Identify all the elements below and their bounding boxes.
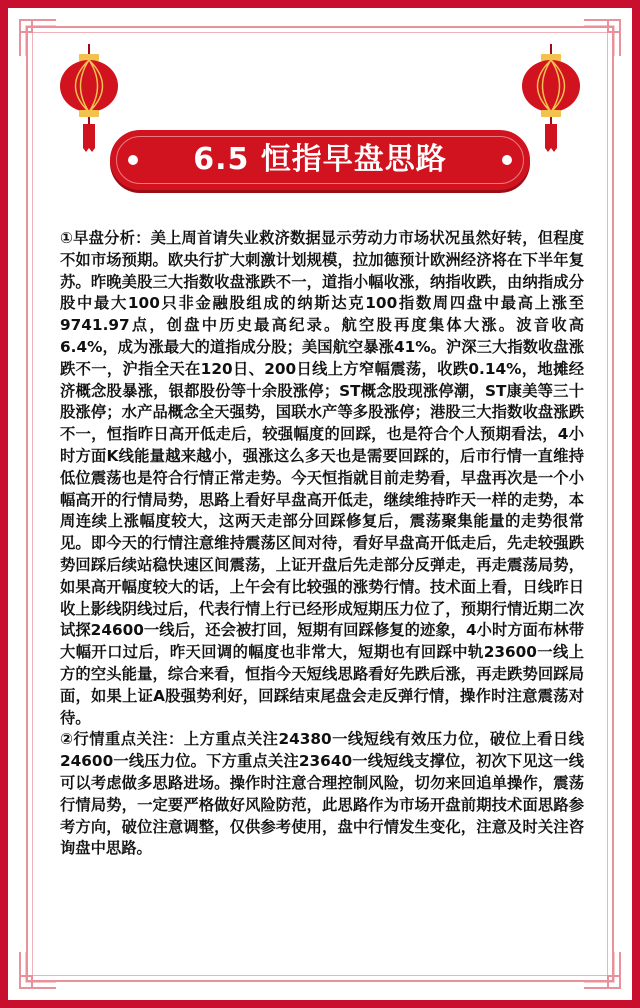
page-title: 6.5 恒指早盘思路 [193, 142, 447, 177]
title-banner [110, 130, 530, 190]
article-body [60, 228, 584, 860]
corner-ornament-icon [18, 18, 58, 58]
paragraph-key-levels: ②行情重点关注：上方重点关注24380一线短线有效压力位，破位上看日线24600一线压力位。下方重点关注23640一线短线支撑位，初次下见这一线可以考虑做多思路进场。操作时注意合理控制风险，切勿来回追单操作，震荡行情局势，一定要严格做好风险防范，此思路作为市场开盘前期技术面思路参考方向，破位注意调整，仅供参考使用，盘中行情发生变化，注意及时关注咨询盘中思路。 [60, 730, 584, 858]
corner-ornament-icon [18, 950, 58, 990]
corner-ornament-icon [582, 950, 622, 990]
paragraph-morning-analysis: ①早盘分析：美上周首请失业救济数据显示劳动力市场状况虽然好转，但程度不如市场预期。欧央行扩大刺激计划规模，拉加德预计欧洲经济将在下半年复苏。昨晚美股三大指数收盘涨跌不一，道指小幅收涨，纳指收跌，由纳指成分股中最大100只非金融股组成的纳斯达克100指数周四盘中最高上涨至9741.97点，创盘中历史最高纪录。航空股再度集体大涨。波音收高6.4%，成为涨最大的道指成分股；美国航空暴涨41%。沪深三大指数收盘涨跌不一，沪指全天在120日、200日线上方窄幅震荡，收跌0.14%，地摊经济概念股暴涨，银都股份等十余股涨停；ST概念股现涨停潮，ST康美等三十股涨停；水产品概念全天强势，国联水产等多股涨停；港股三大指数收盘涨跌不一，恒指昨日高开低走后，较强幅度的回踩，也是符合个人预期看法，4小时方面K线能量越来越小，强涨这么多天也是需要回踩的，后市行情一直维持低位震荡也是符合行情正常走势。今天恒指就目前走势看，早盘再次是一个小幅高开的行情局势，思路上看好早盘高开低走，继续维持昨天一样的走势，本周连续上涨幅度较大，这两天走部分回踩修复后，震荡聚集能量的走势很常见。即今天的行情注意维持震荡区间对待，看好早盘高开低走后，先走较强跌势回踩后续站稳快速区间震荡，上证开盘后先走部分反弹走，再走震荡局势，如果高开幅度较大的话，上午会有比较强的涨势行情。技术面上看，日线昨日收上影线阴线过后，代表行情上行已经形成短期压力位了，预期行情近期二次试探24600一线后，还会被打回，短期有回踩修复的迹象，4小时方面布林带大幅开口过后，昨天回调的幅度也非常大，短期也有回踩中轨23600一线上方的空头能量，综合来看，恒指今天短线思路看好先跌后涨，再走跌势回踩局面，如果上证A股强势利好，回踩结束尾盘会走反弹行情，操作时注意震荡对待。 [60, 229, 584, 727]
lantern-icon [58, 44, 120, 154]
dot-ornament [128, 155, 138, 165]
dot-ornament [502, 155, 512, 165]
lantern-icon [520, 44, 582, 154]
corner-ornament-icon [582, 18, 622, 58]
